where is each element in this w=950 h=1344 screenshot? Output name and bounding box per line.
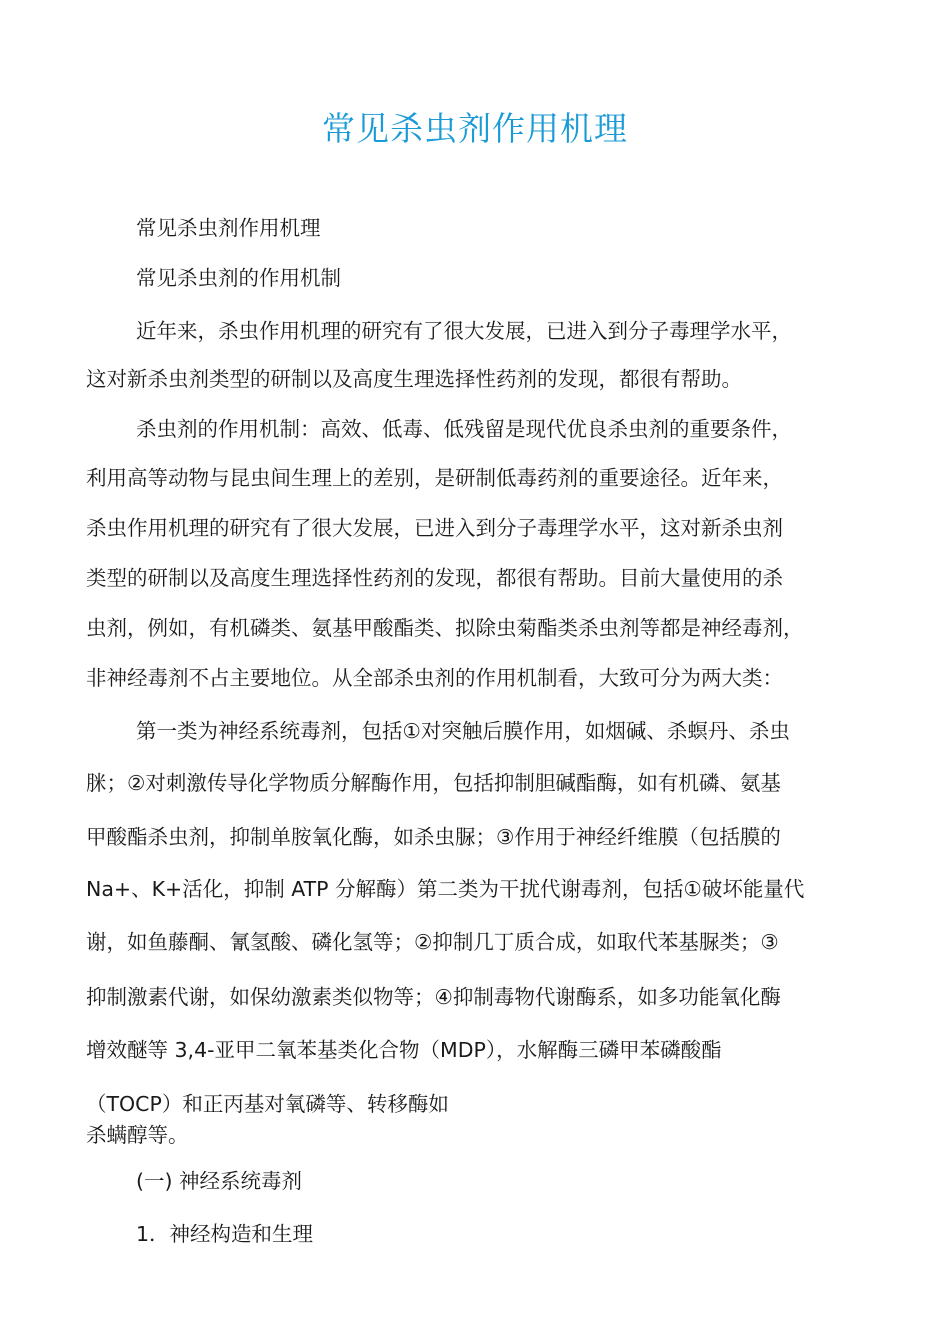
document-title: 常见杀虫剂作用机理 bbox=[322, 109, 628, 148]
subtitle-line: 常见杀虫剂作用机理 bbox=[136, 216, 321, 240]
paragraph-line: 杀虫作用机理的研究有了很大发展，已进入到分子毒理学水平，这对新杀虫剂 bbox=[86, 516, 783, 540]
section-heading: 常见杀虫剂的作用机制 bbox=[136, 266, 341, 290]
paragraph-line: 脒；②对刺激传导化学物质分解酶作用，包括抑制胆碱酯酶，如有机磷、氨基 bbox=[86, 771, 781, 795]
paragraph-line: 这对新杀虫剂类型的研制以及高度生理选择性药剂的发现，都很有帮助。 bbox=[86, 367, 742, 391]
paragraph-line: Na+、K+活化，抑制 ATP 分解酶）第二类为干扰代谢毒剂，包括①破坏能量代 bbox=[86, 877, 805, 901]
paragraph-line: 非神经毒剂不占主要地位。从全部杀虫剂的作用机制看，大致可分为两大类： bbox=[86, 666, 783, 690]
paragraph-line: 增效醚等 3,4-亚甲二氧苯基类化合物（MDP），水解酶三磷甲苯磷酸酯 bbox=[86, 1038, 722, 1062]
section-heading: (一) 神经系统毒剂 bbox=[136, 1169, 303, 1193]
paragraph-line: 近年来，杀虫作用机理的研究有了很大发展，已进入到分子毒理学水平， bbox=[136, 319, 792, 343]
subsection-heading: 1．神经构造和生理 bbox=[136, 1222, 314, 1246]
paragraph-line: 甲酸酯杀虫剂，抑制单胺氧化酶，如杀虫脲；③作用于神经纤维膜（包括膜的 bbox=[86, 825, 781, 849]
paragraph-line: 谢，如鱼藤酮、氰氢酸、磷化氢等；②抑制几丁质合成，如取代苯基脲类；③ bbox=[86, 930, 779, 954]
paragraph-line: 第一类为神经系统毒剂，包括①对突触后膜作用，如烟碱、杀螟丹、杀虫 bbox=[136, 719, 790, 743]
paragraph-line: 抑制激素代谢，如保幼激素类似物等；④抑制毒物代谢酶系，如多功能氧化酶 bbox=[86, 985, 781, 1009]
paragraph-line: （TOCP）和正丙基对氧磷等、转移酶如 bbox=[86, 1092, 449, 1116]
paragraph-line: 杀螨醇等。 bbox=[86, 1123, 189, 1147]
paragraph-line: 利用高等动物与昆虫间生理上的差别，是研制低毒药剂的重要途径。近年来， bbox=[86, 466, 783, 490]
paragraph-line: 虫剂，例如，有机磷类、氨基甲酸酯类、拟除虫菊酯类杀虫剂等都是神经毒剂， bbox=[86, 616, 804, 640]
paragraph-line: 杀虫剂的作用机制：高效、低毒、低残留是现代优良杀虫剂的重要条件， bbox=[136, 417, 792, 441]
paragraph-line: 类型的研制以及高度生理选择性药剂的发现，都很有帮助。目前大量使用的杀 bbox=[86, 566, 783, 590]
